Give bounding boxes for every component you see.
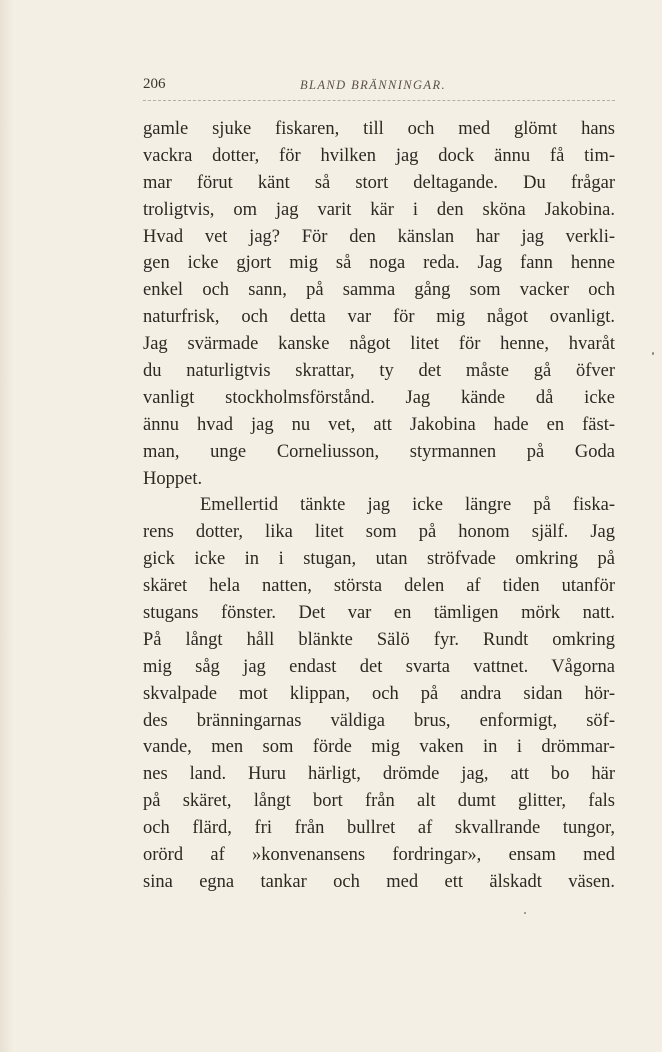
text-line: rens dotter, lika litet som på honom själf. Jag bbox=[143, 522, 615, 543]
text-line: På långt håll blänkte Sälö fyr. Rundt omkring bbox=[143, 629, 615, 650]
text-line: på skäret, långt bort från alt dumt glitter, fals bbox=[143, 791, 615, 812]
text-line: skvalpade mot klippan, och på andra sidan hör- bbox=[143, 683, 615, 704]
text-line: orörd af »konvenansens fordringar», ensam med bbox=[143, 845, 615, 866]
header-rule bbox=[143, 100, 615, 101]
text-line: vanligt stockholmsförstånd. Jag kände då icke bbox=[143, 387, 615, 408]
text-line: des bränningarnas väldiga brus, enformigt, söf- bbox=[143, 710, 615, 731]
paper-speck bbox=[524, 912, 526, 914]
text-line: gamle sjuke fiskaren, till och med glömt hans bbox=[143, 119, 615, 139]
text-line: Hvad vet jag? För den känslan har jag verkli- bbox=[143, 226, 615, 247]
page-header bbox=[143, 72, 615, 98]
text-line: stugans fönster. Det var en tämligen mörk natt. bbox=[143, 603, 615, 624]
text-line: nes land. Huru härligt, drömde jag, att bo här bbox=[143, 764, 615, 785]
text-line: vackra dotter, för hvilken jag dock ännu få tim- bbox=[143, 145, 615, 166]
body-text bbox=[143, 116, 615, 896]
text-line: och flärd, fri från bullret af skvallrande tungor, bbox=[143, 818, 615, 839]
text-line: mar förut känt så stort deltagande. Du frågar bbox=[143, 172, 615, 193]
text-line: man, unge Corneliusson, styrmannen på Goda bbox=[143, 441, 615, 462]
text-line: vande, men som förde mig vaken in i drömmar- bbox=[143, 737, 615, 758]
text-line: Jag svärmade kanske något litet för henne, hvaråt bbox=[143, 334, 615, 355]
paper-speck bbox=[652, 352, 654, 355]
page-number: 206 bbox=[143, 76, 166, 92]
text-line: troligtvis, om jag varit kär i den sköna Jakobina. bbox=[143, 199, 615, 220]
running-head: BLAND BRÄNNINGAR. bbox=[300, 78, 447, 92]
text-line: mig såg jag endast det svarta vattnet. Vågorna bbox=[143, 656, 615, 677]
text-line: enkel och sann, på samma gång som vacker och bbox=[143, 280, 615, 301]
text-line: Hoppet. bbox=[143, 468, 203, 489]
text-line: Emellertid tänkte jag icke längre på fiska- bbox=[200, 495, 615, 516]
text-line: gen icke gjort mig så noga reda. Jag fann henne bbox=[143, 253, 615, 274]
text-line: du naturligtvis skrattar, ty det måste gå öfver bbox=[143, 361, 615, 382]
text-line: ännu hvad jag nu vet, att Jakobina hade en fäst- bbox=[143, 414, 615, 435]
text-line: sina egna tankar och med ett älskadt väsen. bbox=[143, 871, 615, 892]
text-line: gick icke in i stugan, utan ströfvade omkring på bbox=[143, 549, 615, 570]
text-line: naturfrisk, och detta var för mig något ovanligt. bbox=[143, 307, 615, 328]
text-line: skäret hela natten, största delen af tiden utanför bbox=[143, 576, 615, 597]
